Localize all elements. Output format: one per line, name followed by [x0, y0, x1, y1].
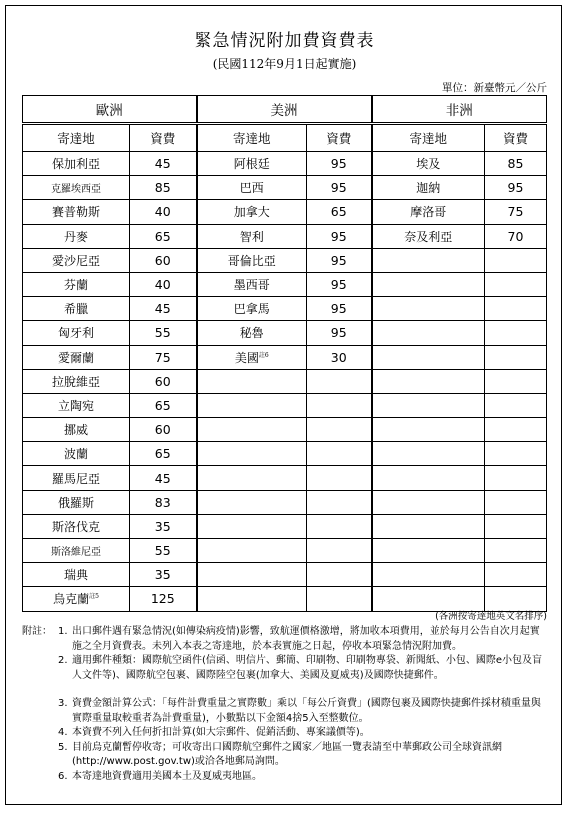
table-row: [23, 369, 547, 393]
fee-cell-africa: [485, 321, 547, 345]
fee-cell-americas: [307, 563, 372, 587]
fee-cell-africa: [485, 297, 547, 321]
fee-cell-americas: 95: [307, 321, 372, 345]
notes-list: [58, 625, 546, 784]
place-cell-africa: [372, 539, 485, 563]
place-cell-americas: [197, 369, 307, 393]
place-cell-africa: [372, 272, 485, 296]
fee-cell-africa: [485, 393, 547, 417]
place-cell-europe: [23, 418, 130, 442]
fee-cell-europe: 83: [130, 490, 197, 514]
place-cell-europe: [23, 224, 130, 248]
place-name: 埃及: [416, 157, 441, 172]
place-cell-africa: [372, 563, 485, 587]
note-text: 資費金額計算公式：「每件計費重量之實際數」乘以「每公斤資費」(國際包裹及國際快捷郵件採材積重量與實際重量取較重者為計費重量)，小數點以下金額4捨5入至整數位。: [72, 698, 541, 724]
place-name: 墨西哥: [233, 278, 270, 293]
sort-note: (各洲按寄達地英文名排序): [435, 611, 547, 622]
place-cell-africa: [372, 297, 485, 321]
place-name: 拉脫維亞: [51, 374, 100, 389]
region-header-africa: 非洲: [372, 96, 547, 124]
place-cell-europe: [23, 563, 130, 587]
footnote-ref: 註6: [258, 351, 269, 359]
note-text: 本資費不列入任何折扣計算(如大宗郵件、促銷活動、專案議價等)。: [72, 727, 370, 738]
fee-cell-europe: 60: [130, 248, 197, 272]
place-cell-africa: [372, 248, 485, 272]
fee-cell-africa: 95: [485, 176, 547, 200]
place-cell-americas: [197, 321, 307, 345]
fee-cell-europe: 55: [130, 321, 197, 345]
fee-cell-europe: 125: [130, 587, 197, 611]
table-row: [23, 490, 547, 514]
place-cell-americas: [197, 563, 307, 587]
fee-cell-americas: [307, 587, 372, 611]
place-cell-europe: [23, 587, 130, 611]
place-cell-europe: [23, 393, 130, 417]
region-header-americas: 美洲: [197, 96, 372, 124]
col-header-place: 寄達地: [372, 124, 485, 152]
note-number: 4.: [58, 727, 68, 738]
table-row: [23, 152, 547, 176]
place-name: 烏克蘭: [53, 592, 90, 607]
place-cell-americas: [197, 514, 307, 538]
place-cell-europe: [23, 345, 130, 369]
fee-cell-europe: 35: [130, 514, 197, 538]
fee-cell-europe: 55: [130, 539, 197, 563]
footnote-ref: 註5: [89, 593, 99, 601]
table-row: [23, 176, 547, 200]
note-number: 5.: [58, 741, 68, 753]
col-header-place: 寄達地: [23, 124, 130, 152]
place-name: 智利: [239, 229, 264, 244]
note-text: 適用郵件種類：國際航空函件(信函、明信片、郵簡、印刷物、印刷物專袋、新聞紙、小包、國際e小包及盲人文件等)、國際航空包裹、國際陸空包裹(加拿大、美國及夏威夷)及國際快捷郵件。: [72, 655, 543, 681]
table-row: [23, 442, 547, 466]
table-row: [23, 393, 547, 417]
place-cell-americas: [197, 466, 307, 490]
note-item: [58, 770, 546, 785]
table-row: [23, 272, 547, 296]
note-text: 目前烏克蘭暫停收寄；可收寄出口國際航空郵件之國家／地區一覽表請至中華郵政公司全球資訊網(http://www.post.gov.tw)或洽各地郵局詢問。: [72, 741, 502, 767]
fee-cell-africa: [485, 345, 547, 369]
fee-cell-americas: 95: [307, 272, 372, 296]
fee-cell-americas: 95: [307, 224, 372, 248]
place-cell-europe: [23, 176, 130, 200]
place-cell-americas: [197, 539, 307, 563]
fee-cell-africa: [485, 539, 547, 563]
place-name: 摩洛哥: [410, 205, 447, 220]
place-cell-europe: [23, 248, 130, 272]
place-name: 俄羅斯: [57, 495, 94, 510]
place-cell-europe: [23, 152, 130, 176]
place-name: 斯洛維尼亞: [51, 547, 101, 559]
unit-label: 單位：新臺幣元／公斤: [442, 82, 547, 94]
place-name: 立陶宛: [57, 398, 94, 413]
note-item: [58, 654, 546, 683]
place-cell-europe: [23, 369, 130, 393]
fee-cell-europe: 75: [130, 345, 197, 369]
note-text: 本寄達地資費適用美國本土及夏威夷地區。: [72, 770, 262, 782]
place-name: 迦納: [416, 181, 441, 196]
fee-cell-africa: [485, 369, 547, 393]
fee-cell-europe: 65: [130, 393, 197, 417]
place-name: 愛沙尼亞: [51, 253, 100, 268]
table-row: [23, 224, 547, 248]
place-cell-europe: [23, 272, 130, 296]
place-cell-europe: [23, 490, 130, 514]
fee-cell-europe: 85: [130, 176, 197, 200]
place-cell-americas: [197, 272, 307, 296]
place-name: 賽普勒斯: [51, 205, 100, 220]
fee-cell-americas: [307, 466, 372, 490]
place-name: 丹麥: [63, 229, 88, 244]
place-name: 阿根廷: [233, 157, 270, 172]
fee-cell-americas: [307, 393, 372, 417]
place-cell-europe: [23, 466, 130, 490]
place-cell-africa: [372, 418, 485, 442]
place-name: 克羅埃西亞: [51, 184, 101, 196]
col-header-fee: 資費: [485, 124, 547, 152]
fee-cell-americas: [307, 490, 372, 514]
place-cell-europe: [23, 297, 130, 321]
effective-date: (民國112年9月1日起實施): [212, 57, 357, 71]
place-cell-africa: [372, 152, 485, 176]
place-cell-africa: [372, 224, 485, 248]
fee-cell-africa: 70: [485, 224, 547, 248]
fee-cell-africa: 85: [485, 152, 547, 176]
place-cell-africa: [372, 369, 485, 393]
fee-cell-africa: [485, 466, 547, 490]
fee-cell-americas: 95: [307, 152, 372, 176]
place-name: 美國: [234, 350, 259, 365]
place-cell-africa: [372, 176, 485, 200]
place-cell-americas: [197, 587, 307, 611]
place-cell-africa: [372, 442, 485, 466]
page-title: 緊急情況附加費資費表: [194, 31, 375, 51]
place-name: 巴西: [239, 181, 264, 196]
fee-cell-americas: 65: [307, 200, 372, 224]
fee-cell-europe: 40: [130, 272, 197, 296]
table-row: [23, 466, 547, 490]
place-name: 斯洛伐克: [51, 519, 100, 534]
table-row: [23, 514, 547, 538]
fee-cell-europe: 65: [130, 442, 197, 466]
place-cell-africa: [372, 345, 485, 369]
place-cell-europe: [23, 200, 130, 224]
table-row: [23, 418, 547, 442]
fee-cell-africa: [485, 248, 547, 272]
fee-cell-africa: 75: [485, 200, 547, 224]
note-item: [58, 726, 546, 741]
table-row: [23, 563, 547, 587]
place-name: 波蘭: [63, 447, 88, 462]
place-name: 哥倫比亞: [227, 253, 276, 268]
fee-cell-americas: [307, 418, 372, 442]
place-cell-africa: [372, 200, 485, 224]
note-item: [58, 625, 546, 654]
fee-cell-americas: [307, 539, 372, 563]
place-cell-americas: [197, 442, 307, 466]
fee-cell-europe: 60: [130, 369, 197, 393]
table-row: [23, 200, 547, 224]
fee-cell-europe: 60: [130, 418, 197, 442]
place-name: 羅馬尼亞: [51, 471, 100, 486]
place-cell-africa: [372, 321, 485, 345]
table-row: [23, 297, 547, 321]
place-name: 奈及利亞: [404, 229, 453, 244]
fee-cell-americas: [307, 369, 372, 393]
place-cell-europe: [23, 321, 130, 345]
note-number: 1.: [58, 626, 68, 637]
fee-cell-americas: 95: [307, 297, 372, 321]
fee-cell-europe: 45: [130, 297, 197, 321]
fee-cell-europe: 65: [130, 224, 197, 248]
fee-cell-africa: [485, 490, 547, 514]
fee-cell-americas: 95: [307, 248, 372, 272]
fee-cell-africa: [485, 418, 547, 442]
surcharge-table: [22, 95, 547, 612]
place-name: 挪威: [63, 423, 88, 438]
table-row: [23, 345, 547, 369]
fee-cell-europe: 45: [130, 152, 197, 176]
place-cell-europe: [23, 539, 130, 563]
place-cell-europe: [23, 514, 130, 538]
note-item: [58, 741, 546, 770]
fee-cell-europe: 40: [130, 200, 197, 224]
place-cell-americas: [197, 345, 307, 369]
fee-cell-americas: [307, 514, 372, 538]
place-cell-americas: [197, 248, 307, 272]
place-name: 芬蘭: [63, 278, 88, 293]
place-name: 瑞典: [63, 568, 88, 583]
place-cell-americas: [197, 393, 307, 417]
fee-cell-africa: [485, 272, 547, 296]
place-name: 秘魯: [239, 326, 264, 341]
col-header-fee: 資費: [130, 124, 197, 152]
place-name: 匈牙利: [57, 326, 94, 341]
place-cell-europe: [23, 442, 130, 466]
place-cell-americas: [197, 200, 307, 224]
table-row: [23, 248, 547, 272]
note-item: [58, 697, 546, 726]
fee-cell-americas: 95: [307, 176, 372, 200]
place-cell-africa: [372, 490, 485, 514]
col-header-fee: 資費: [307, 124, 372, 152]
fee-cell-africa: [485, 514, 547, 538]
place-cell-americas: [197, 418, 307, 442]
fee-cell-europe: 45: [130, 466, 197, 490]
place-cell-africa: [372, 466, 485, 490]
place-cell-americas: [197, 490, 307, 514]
fee-cell-americas: 30: [307, 345, 372, 369]
note-number: 2.: [58, 655, 68, 666]
place-name: 巴拿馬: [233, 302, 270, 317]
place-cell-africa: [372, 393, 485, 417]
table-row: [23, 539, 547, 563]
fee-cell-africa: [485, 442, 547, 466]
fee-cell-americas: [307, 442, 372, 466]
place-cell-africa: [372, 514, 485, 538]
place-name: 加拿大: [233, 205, 270, 220]
notes-lead: 附註：: [22, 626, 52, 637]
place-cell-americas: [197, 176, 307, 200]
place-name: 保加利亞: [51, 157, 100, 172]
place-cell-americas: [197, 224, 307, 248]
fee-cell-europe: 35: [130, 563, 197, 587]
notes-spacer: [58, 683, 546, 697]
place-name: 希臘: [63, 302, 88, 317]
place-name: 愛爾蘭: [57, 350, 94, 365]
note-number: 6.: [58, 770, 68, 782]
table-row: [23, 321, 547, 345]
place-cell-americas: [197, 152, 307, 176]
place-cell-americas: [197, 297, 307, 321]
note-text: 出口郵件遇有緊急情況(如傳染病疫情)影響，致航運價格激增，將加收本項費用，並於每月公告自次月起實施之全月資費表。未列入本表之寄達地，於本表實施之日起，停收本項緊急情況附加費。: [72, 626, 540, 652]
fee-cell-africa: [485, 563, 547, 587]
region-header-europe: 歐洲: [23, 96, 197, 124]
col-header-place: 寄達地: [197, 124, 307, 152]
note-number: 3.: [58, 698, 68, 709]
